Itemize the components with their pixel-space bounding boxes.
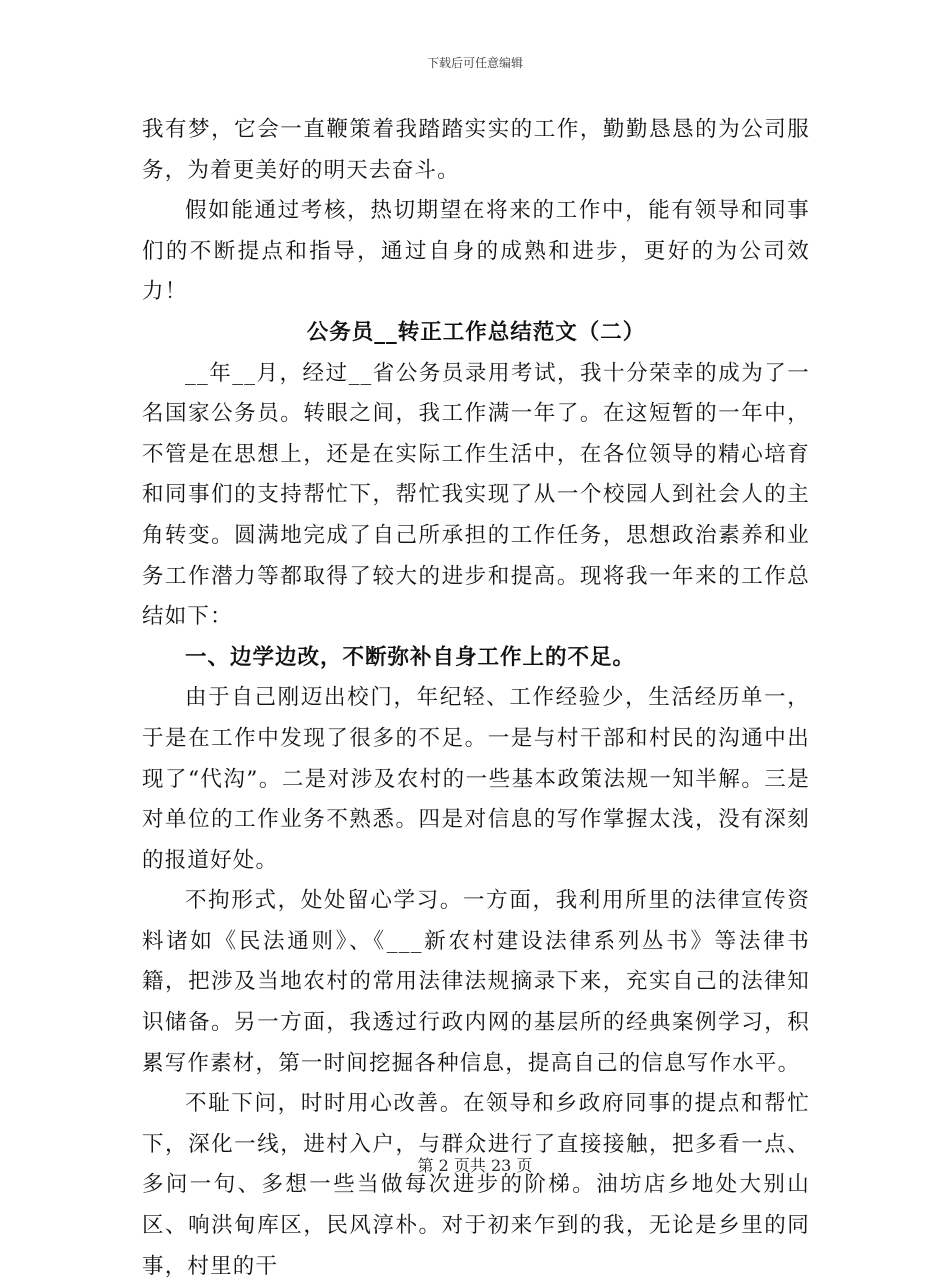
- section-heading-1: 一、边学边改，不断弥补自身工作上的不足。: [185, 644, 636, 670]
- paragraph-6: 不耻下问，时时用心改善。在领导和乡政府同事的提点和帮忙下，深化一线，进村入户，与群众进行了直接接触，把多看一点、多问一句、多想一些当做每次进步的阶梯。油坊店乡地处大别山区、响洪甸库区，民风淳朴。对于初来乍到的我，无论是乡里的同事，村里的干: [142, 1091, 810, 1279]
- page-header: 下载后可任意编辑: [426, 56, 523, 70]
- paragraph-5: 不拘形式，处处留心学习。一方面，我利用所里的法律宣传资料诸如《民法通则》、《___新农村建设法律系列丛书》等法律书籍，把涉及当地农村的常用法律法规摘录下来，充实自己的法律知识储备。另一方面，我透过行政内网的基层所的经典案例学习，积累写作素材，第一时间挖掘各种信息，提高自己的信息写作水平。: [142, 888, 810, 1076]
- paragraph-1: 我有梦，它会一直鞭策着我踏踏实实的工作，勤勤恳恳的为公司服务，为着更美好的明天去奋斗。: [142, 117, 810, 183]
- document-body: [142, 110, 810, 1287]
- document-title: 公务员__转正工作总结范文（二）: [306, 319, 646, 345]
- paragraph-2: 假如能通过考核，热切期望在将来的工作中，能有领导和同事们的不断提点和指导，通过自身的成熟和进步，更好的为公司效力！: [142, 198, 810, 305]
- paragraph-4: 由于自己刚迈出校门，年纪轻、工作经验少，生活经历单一，于是在工作中发现了很多的不足。一是与村干部和村民的沟通中出现了“代沟”。二是对涉及农村的一些基本政策法规一知半解。三是对单位的工作业务不熟悉。四是对信息的写作掌握太浅，没有深刻的报道好处。: [142, 685, 810, 873]
- page-number-footer: 第 2 页共 23 页: [417, 1156, 533, 1175]
- paragraph-3: __年__月，经过__省公务员录用考试，我十分荣幸的成为了一名国家公务员。转眼之间，我工作满一年了。在这短暂的一年中，不管是在思想上，还是在实际工作生活中，在各位领导的精心培育和同事们的支持帮忙下，帮忙我实现了从一个校园人到社会人的主角转变。圆满地完成了自己所承担的工作任务，思想政治素养和业务工作潜力等都取得了较大的进步和提高。现将我一年来的工作总结如下：: [142, 360, 810, 630]
